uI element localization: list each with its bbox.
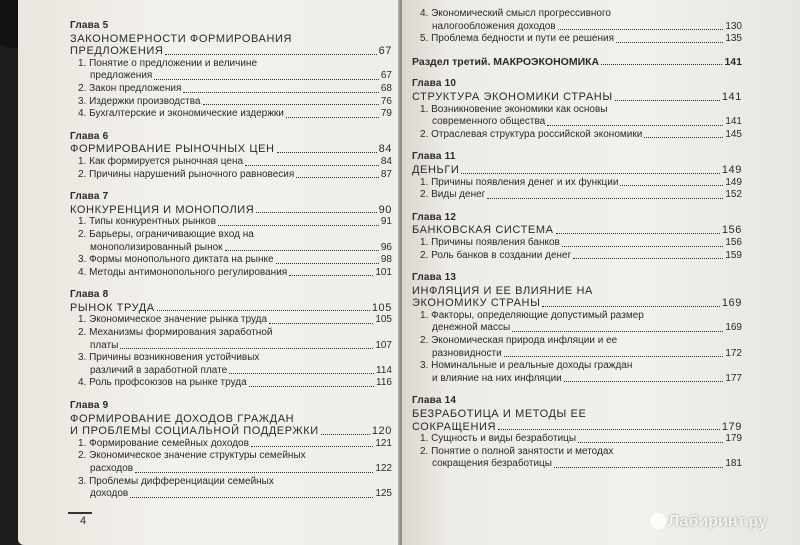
toc-item-page: 107 — [375, 339, 392, 351]
dot-leader — [157, 310, 370, 311]
dot-leader — [321, 434, 370, 435]
dot-leader — [269, 323, 373, 324]
dot-leader — [558, 29, 724, 30]
toc-item-row — [412, 129, 742, 142]
toc-item-page: 67 — [380, 70, 392, 82]
toc-item-row — [70, 267, 392, 280]
dot-leader — [504, 356, 724, 357]
toc-item-row — [70, 156, 392, 169]
toc-item-page: 76 — [380, 95, 392, 107]
toc-item-page: 96 — [380, 241, 392, 253]
dot-leader — [296, 177, 379, 178]
chapter-entry — [412, 212, 742, 262]
toc-item-text: 2. Закон предложения — [78, 82, 182, 94]
dot-leader — [245, 165, 379, 166]
toc-item-row — [412, 373, 742, 386]
toc-item-row — [412, 177, 742, 190]
toc-item-page: 79 — [380, 108, 392, 120]
dot-leader — [554, 467, 723, 468]
toc-item-text: 2. Барьеры, ограничивающие вход на — [78, 228, 254, 240]
toc-item-page: 91 — [380, 216, 392, 228]
toc-item-row — [70, 377, 392, 390]
chapter-label: Глава 8 — [70, 289, 109, 301]
chapter-title: БЕЗРАБОТИЦА И МЕТОДЫ ЕЕ — [412, 408, 587, 421]
chapter-title-row — [70, 302, 392, 315]
toc-item-row — [70, 488, 392, 501]
chapter-title-page: 149 — [721, 163, 742, 176]
toc-item-text: 2. Виды денег — [420, 189, 486, 201]
toc-item-page: 179 — [725, 433, 742, 445]
toc-item-text: 3. Издержки производства — [78, 95, 201, 107]
dot-leader — [512, 331, 723, 332]
toc-item-text: платы — [90, 339, 119, 351]
dot-leader — [251, 446, 373, 447]
chapter-title: ФОРМИРОВАНИЕ РЫНОЧНЫХ ЦЕН — [70, 143, 275, 156]
chapter-label: Глава 11 — [412, 151, 456, 163]
right-toc — [412, 8, 742, 471]
toc-item-row — [70, 242, 392, 255]
toc-item-text: 1. Факторы, определяющие допустимый размер — [420, 309, 644, 321]
chapter-title-page: 141 — [721, 90, 742, 103]
dot-leader — [286, 117, 379, 118]
toc-item-text: предложения — [90, 70, 153, 82]
dot-leader — [564, 381, 724, 382]
chapter-title: ЗАКОНОМЕРНОСТИ ФОРМИРОВАНИЯ — [70, 32, 293, 45]
toc-item-row — [70, 216, 392, 229]
toc-item-text: 1. Сущность и виды безработицы — [420, 433, 577, 445]
chapter-title: ИНФЛЯЦИЯ И ЕЕ ВЛИЯНИЕ НА — [412, 284, 593, 297]
chapter-title: ПРЕДЛОЖЕНИЯ — [70, 45, 164, 58]
toc-item-text: 2. Экономическая природа инфляции и ее — [420, 335, 618, 347]
dot-leader — [542, 306, 719, 307]
chapter-title-row — [412, 297, 742, 310]
toc-item-text: 2. Понятие о полной занятости и методах — [420, 445, 614, 457]
chapter-title: СОКРАЩЕНИЯ — [412, 420, 497, 433]
dot-leader — [556, 233, 720, 234]
watermark-text: Лабиринт.ру — [668, 513, 767, 530]
page-number-rule — [68, 512, 92, 514]
chapter-title-row — [70, 45, 392, 58]
toc-item-text: 4. Экономический смысл прогрессивного — [420, 8, 611, 19]
dot-leader — [615, 100, 720, 101]
chapter-entry — [412, 395, 742, 471]
chapter-title-row — [412, 421, 742, 434]
toc-item-page: 141 — [725, 116, 742, 128]
section-heading-page: 141 — [724, 55, 742, 68]
chapter-title-row — [412, 164, 742, 177]
dot-leader — [229, 373, 374, 374]
toc-item-page: 116 — [376, 377, 392, 389]
toc-item-text: 2. Экономическое значение структуры семейных — [78, 450, 306, 462]
chapter-title-row — [412, 91, 742, 104]
dot-leader — [256, 212, 376, 213]
dot-leader — [154, 79, 379, 80]
chapter-title: ЭКОНОМИКУ СТРАНЫ — [412, 297, 541, 310]
toc-item-text: 1. Формирование семейных доходов — [78, 437, 249, 449]
dot-leader — [578, 442, 723, 443]
watermark-logo-icon — [650, 513, 666, 529]
chapter-label: Глава 14 — [412, 395, 457, 407]
toc-item-text: современного общества — [432, 116, 546, 128]
dot-leader — [573, 258, 723, 259]
toc-item-row — [70, 365, 392, 378]
toc-item-page: 145 — [725, 128, 742, 140]
chapter-title-page: 156 — [721, 224, 742, 237]
chapter-title-page: 67 — [378, 45, 392, 58]
toc-item-text: 1. Понятие о предложении и величине — [78, 57, 258, 69]
dot-leader — [165, 54, 376, 55]
toc-item-page: 87 — [380, 168, 392, 180]
toc-item-text: 1. Возникновение экономики как основы — [420, 103, 608, 115]
toc-item-text: 2. Роль банков в создании денег — [420, 249, 572, 261]
toc-item-page: 68 — [380, 82, 392, 94]
toc-item-row — [412, 189, 742, 202]
chapter-title: БАНКОВСКАЯ СИСТЕМА — [412, 224, 554, 237]
toc-item-text: 1. Как формируется рыночная цена — [78, 155, 244, 167]
chapter-entry — [70, 131, 392, 181]
toc-item-text: расходов — [90, 463, 134, 474]
chapter-title: ДЕНЬГИ — [412, 163, 460, 176]
chapter-title-page: 105 — [371, 301, 392, 314]
dot-leader — [130, 497, 373, 498]
toc-item-row — [412, 322, 742, 335]
toc-item-page: 135 — [725, 33, 742, 45]
toc-item-text: и влияние на них инфляции — [432, 372, 562, 384]
chapter-title-page: 120 — [371, 425, 392, 438]
toc-item-page: 172 — [725, 347, 742, 359]
right-page — [402, 0, 800, 545]
dot-leader — [289, 275, 373, 276]
toc-item-text: 1. Экономическое значение рынка труда — [78, 314, 268, 326]
dot-leader — [218, 225, 379, 226]
chapter-entry — [70, 289, 392, 390]
chapter-entry — [412, 78, 742, 141]
dot-leader — [249, 386, 374, 387]
toc-item-row — [412, 116, 742, 129]
chapter-title-row — [70, 425, 392, 438]
dot-leader — [120, 348, 373, 349]
toc-item-row — [70, 96, 392, 109]
section-heading-row — [412, 56, 742, 69]
toc-item-page: 122 — [375, 463, 392, 474]
toc-item-row — [70, 169, 392, 182]
chapter-label: Глава 13 — [412, 272, 457, 284]
toc-item-page: 101 — [375, 266, 392, 278]
toc-item-page: 114 — [376, 364, 392, 376]
toc-item-text: различий в заработной плате — [90, 364, 228, 376]
chapter-title-page: 84 — [378, 143, 392, 156]
chapter-title-row — [70, 143, 392, 156]
toc-item-row — [70, 314, 392, 327]
dot-leader — [616, 42, 723, 43]
toc-item-page: 159 — [725, 249, 742, 261]
toc-item-row — [70, 108, 392, 121]
chapter-entry — [70, 400, 392, 501]
dot-leader — [601, 64, 722, 65]
toc-item-page: 156 — [725, 236, 742, 248]
dot-leader — [620, 185, 723, 186]
dot-leader — [562, 246, 723, 247]
chapter-label: Глава 9 — [70, 400, 109, 412]
chapter-title: РЫНОК ТРУДА — [70, 301, 155, 314]
toc-item-text: 5. Проблема бедности и пути ее решения — [420, 33, 614, 45]
toc-item-row — [412, 33, 742, 46]
chapter-entry — [70, 20, 392, 121]
toc-item-page: 181 — [725, 458, 742, 470]
dot-leader — [461, 173, 719, 174]
dot-leader — [547, 125, 723, 126]
chapter-label: Глава 12 — [412, 211, 457, 223]
left-toc — [70, 20, 392, 501]
toc-item-text: 1. Причины появления денег и их функции — [420, 176, 619, 188]
toc-item-text: 3. Номинальные и реальные доходы граждан — [420, 360, 633, 372]
toc-item-page: 169 — [725, 322, 742, 334]
toc-item-row — [412, 237, 742, 250]
toc-item-text: денежной массы — [432, 322, 511, 334]
chapter-label: Глава 10 — [412, 78, 457, 90]
dot-leader — [225, 250, 379, 251]
dot-leader — [183, 92, 378, 93]
toc-item-page: 98 — [380, 254, 392, 266]
dot-leader — [277, 152, 377, 153]
chapter-title: КОНКУРЕНЦИЯ И МОНОПОЛИЯ — [70, 203, 255, 216]
chapter-entry — [412, 272, 742, 385]
toc-item-row — [70, 438, 392, 451]
chapter-title: СТРУКТУРА ЭКОНОМИКИ СТРАНЫ — [412, 90, 613, 103]
toc-item-text: 2. Отраслевая структура российской экономики — [420, 128, 643, 140]
toc-item-text: 1. Типы конкурентных рынков — [78, 216, 217, 228]
toc-item-text: 4. Роль профсоюзов на рынке труда — [78, 377, 247, 389]
dot-leader — [203, 104, 379, 105]
section-heading: Раздел третий. МАКРОЭКОНОМИКА — [412, 55, 600, 68]
chapter-title-page: 90 — [378, 203, 392, 216]
chapter-title-page: 169 — [721, 297, 742, 310]
chapter-title-row — [70, 204, 392, 217]
toc-item-text: 2. Причины нарушений рыночного равновесия — [78, 168, 295, 180]
toc-item-text: доходов — [90, 488, 129, 500]
left-page — [18, 0, 400, 545]
toc-item-row — [70, 254, 392, 267]
toc-item-text: разновидности — [432, 347, 502, 359]
toc-item-row — [70, 463, 392, 476]
toc-item-row — [70, 70, 392, 83]
dot-leader — [498, 429, 720, 430]
toc-item-text: 3. Формы монопольного диктата на рынке — [78, 254, 274, 266]
chapter-entry — [412, 151, 742, 201]
toc-item-page: 152 — [725, 189, 742, 201]
chapter-title: И ПРОБЛЕМЫ СОЦИАЛЬНОЙ ПОДДЕРЖКИ — [70, 425, 319, 438]
dot-leader — [276, 263, 379, 264]
toc-item-text: 3. Причины возникновения устойчивых — [78, 352, 260, 364]
toc-item-page: 130 — [725, 20, 742, 32]
toc-item-row — [70, 83, 392, 96]
dot-leader — [135, 472, 373, 473]
chapter-label: Глава 7 — [70, 191, 109, 203]
chapter-title: ФОРМИРОВАНИЕ ДОХОДОВ ГРАЖДАН — [70, 412, 295, 425]
toc-item-text: налогообложения доходов — [432, 20, 556, 32]
chapter-title-row — [412, 224, 742, 237]
chapter-entry — [70, 191, 392, 279]
toc-item-text: 2. Механизмы формирования заработной — [78, 327, 273, 339]
toc-item-page: 177 — [725, 372, 742, 384]
toc-item-text: 3. Проблемы дифференциации семейных — [78, 475, 274, 487]
toc-item-text: сокращения безработицы — [432, 458, 552, 470]
dot-leader — [487, 198, 723, 199]
chapter-label: Глава 5 — [70, 20, 109, 31]
toc-item-page: 84 — [380, 155, 392, 167]
toc-item-row — [412, 348, 742, 361]
dot-leader — [644, 137, 723, 138]
toc-item-row — [412, 433, 742, 446]
toc-item-page: 105 — [375, 314, 392, 326]
toc-item-row — [412, 458, 742, 471]
toc-item-text: монополизированный рынок — [90, 241, 223, 253]
chapter-label: Глава 6 — [70, 130, 109, 142]
toc-item-text: 4. Бухгалтерские и экономические издержки — [78, 108, 284, 120]
toc-item-page: 121 — [375, 437, 392, 449]
toc-item-row — [70, 340, 392, 353]
toc-item-page: 125 — [375, 488, 392, 500]
toc-item-text: 4. Методы антимонопольного регулирования — [78, 266, 288, 278]
toc-item-page: 149 — [725, 176, 742, 188]
toc-item-text: 1. Причины появления банков — [420, 236, 560, 248]
chapter-title-page: 179 — [721, 420, 742, 433]
toc-item-row — [412, 21, 742, 34]
toc-item-row — [412, 250, 742, 263]
page-number: 4 — [80, 515, 87, 527]
